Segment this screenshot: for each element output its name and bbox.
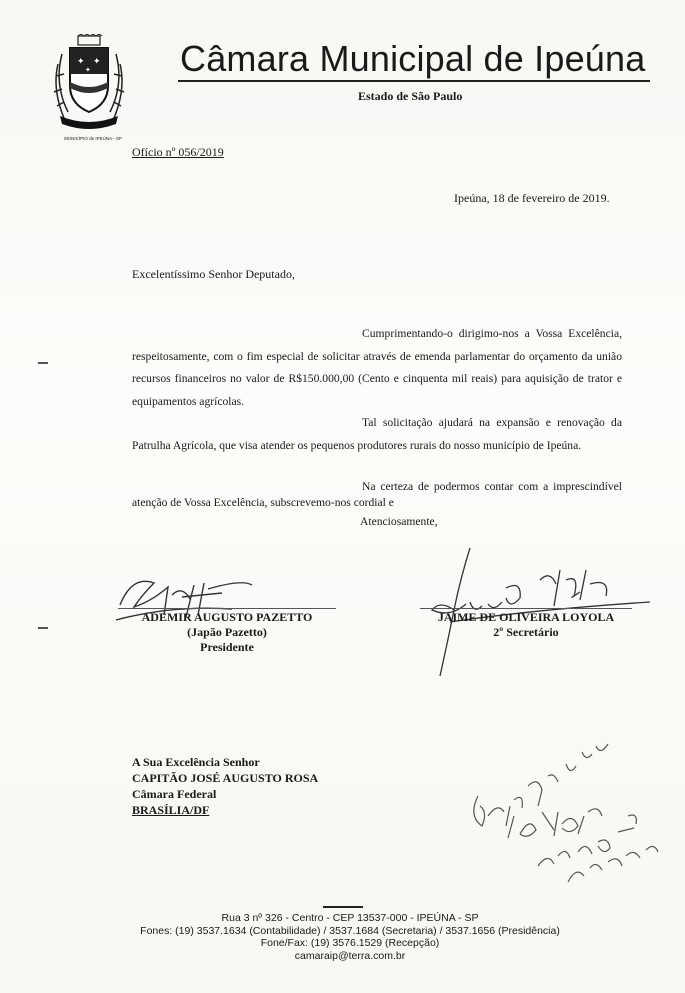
body-paragraph-1: Cumprimentando-o dirigimo-nos a Vossa Excelência, respeitosamente, com o fim especial de solicitar através de emenda parlamentar do orçamento da união recursos financeiros no valor de R$150.000,00 (Cento e cinquenta mil reais) para aquisição de trator e equipamentos agrícolas. — [132, 327, 622, 408]
margin-mark — [38, 362, 48, 364]
signature-line — [420, 608, 632, 609]
recipient-block — [132, 754, 318, 818]
recipient-line: BRASÍLIA/DF — [132, 803, 210, 817]
signatory-role: 2º Secretário — [493, 625, 559, 639]
recipient-line: CAPITÃO JOSÉ AUGUSTO ROSA — [132, 771, 319, 785]
body-paragraph-2: Tal solicitação ajudará na expansão e renovação da Patrulha Agrícola, que visa atender os pequenos produtores rurais do nosso município de Ipeúna. — [132, 416, 622, 452]
footer-rule — [323, 906, 363, 908]
recipient-line: A Sua Excelência Senhor — [132, 755, 260, 769]
letter-date: Ipeúna, 18 de fevereiro de 2019. — [454, 191, 610, 205]
footer-email: camaraip@terra.com.br — [294, 949, 406, 962]
footer-phones: Fones: (19) 3537.1634 (Contabilidade) / 3537.1684 (Secretaria) / 3537.1656 (Presidência) — [140, 924, 560, 937]
signatory-name: ADEMIR AUGUSTO PAZETTO — [141, 610, 313, 624]
signatory-president — [118, 610, 336, 655]
svg-text:✦: ✦ — [85, 66, 91, 74]
handwritten-receipt-note-icon — [458, 716, 678, 886]
closing-line: Atenciosamente, — [360, 515, 438, 528]
footer-address: Rua 3 nº 326 - Centro - CEP 13537-000 - IPEÚNA - SP — [221, 912, 479, 924]
body-paragraph-3: Na certeza de podermos contar com a imprescindível atenção de Vossa Excelência, subscrevemo-nos cordial e — [132, 480, 622, 509]
signatory-nickname: (Japão Pazetto) — [187, 625, 267, 639]
recipient-line: Câmara Federal — [132, 787, 217, 801]
signatory-name: JAIME DE OLIVEIRA LOYOLA — [437, 610, 615, 624]
state-subtitle: Estado de São Paulo — [358, 89, 463, 103]
footer-fax: Fone/Fax: (19) 3576.1529 (Recepção) — [260, 937, 440, 949]
municipal-crest-icon — [52, 34, 126, 130]
crest-caption: MUNICÍPIO de IPEÚNA - SP — [64, 136, 122, 141]
svg-text:✦: ✦ — [77, 56, 85, 66]
signatory-secretary — [420, 610, 632, 640]
svg-text:✦: ✦ — [93, 56, 101, 66]
footer-contact — [100, 912, 600, 962]
signature-line — [118, 608, 336, 609]
margin-mark — [38, 627, 48, 629]
letter-reference: Ofício nº 056/2019 — [132, 145, 224, 159]
salutation: Excelentíssimo Senhor Deputado, — [132, 267, 295, 281]
header-rule — [178, 80, 650, 82]
institution-title: Câmara Municipal de Ipeúna — [180, 38, 646, 79]
signatory-role: Presidente — [200, 640, 254, 654]
